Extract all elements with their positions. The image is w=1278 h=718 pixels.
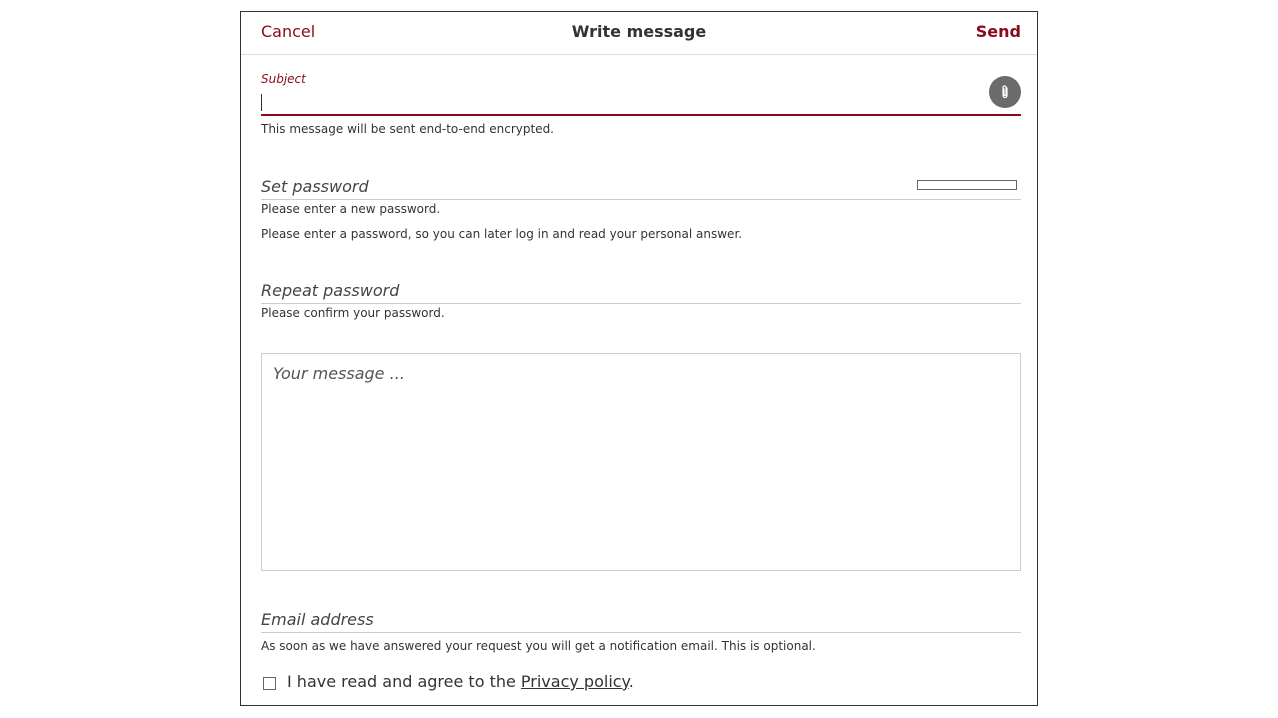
- message-placeholder: Your message ...: [273, 364, 405, 383]
- paperclip-icon: [998, 84, 1012, 100]
- set-password-label: Set password: [261, 177, 369, 196]
- email-input[interactable]: [261, 632, 1021, 633]
- email-label: Email address: [261, 610, 374, 629]
- encryption-hint: This message will be sent end-to-end encrypted.: [261, 122, 554, 136]
- attach-file-button[interactable]: [989, 76, 1021, 108]
- repeat-password-label: Repeat password: [261, 281, 400, 300]
- dialog-title: Write message: [571, 22, 707, 41]
- password-strength-meter: [917, 180, 1017, 190]
- privacy-policy-link[interactable]: Privacy policy: [520, 672, 629, 691]
- cancel-button[interactable]: Cancel: [261, 22, 316, 41]
- set-password-explanation: Please enter a password, so you can later log in and read your personal answer.: [261, 227, 743, 241]
- email-hint: As soon as we have answered your request you will get a notification email. This is optional.: [261, 639, 816, 653]
- privacy-consent-text: [287, 672, 634, 691]
- consent-text-before: I have read and agree to the: [287, 672, 521, 691]
- repeat-password-hint: Please confirm your password.: [261, 306, 445, 320]
- send-button[interactable]: Send: [975, 22, 1021, 41]
- message-textarea[interactable]: [261, 353, 1021, 571]
- subject-input[interactable]: [261, 90, 1021, 116]
- write-message-dialog: [240, 11, 1038, 706]
- dialog-header: [241, 12, 1037, 55]
- set-password-hint: Please enter a new password.: [261, 202, 441, 216]
- subject-label: Subject: [261, 72, 306, 86]
- consent-text-after: .: [628, 672, 634, 691]
- repeat-password-input[interactable]: [261, 303, 1021, 304]
- set-password-input[interactable]: [261, 199, 1021, 200]
- privacy-checkbox[interactable]: [263, 677, 276, 690]
- text-caret: [261, 94, 262, 111]
